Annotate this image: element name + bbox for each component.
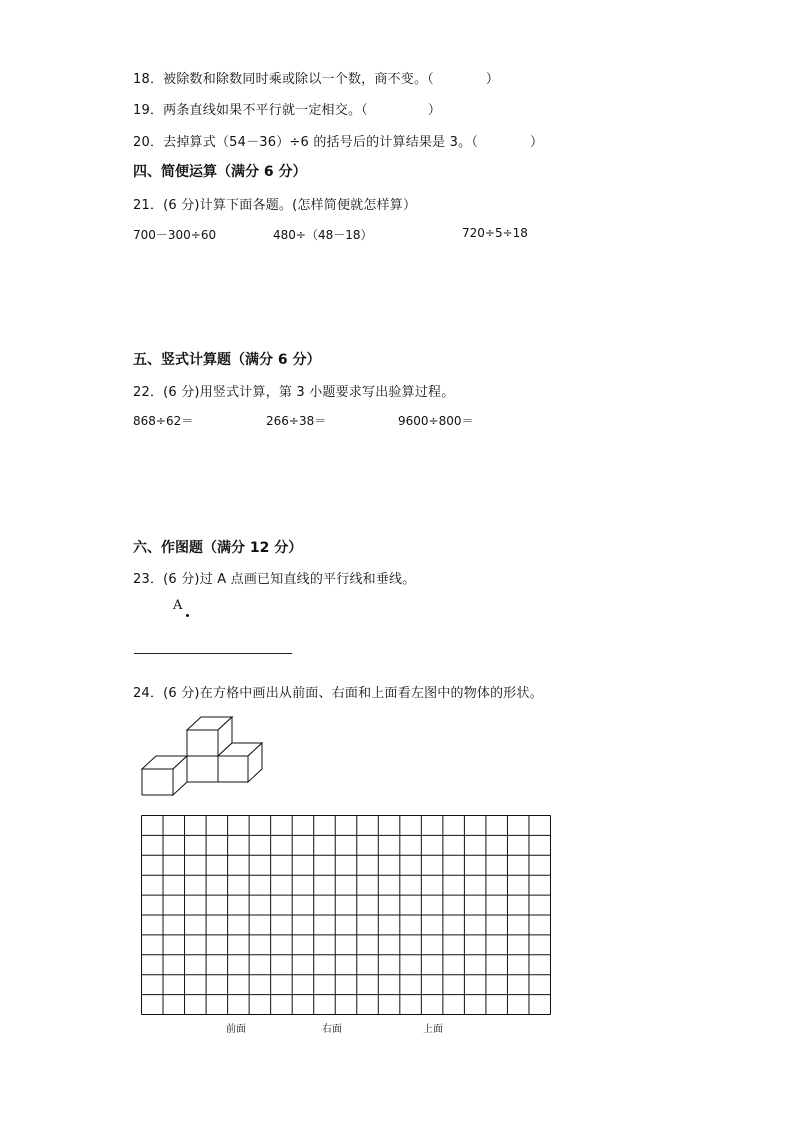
question-19-close: ） bbox=[427, 103, 442, 118]
question-21: 21．(6 分)计算下面各题。(怎样简便就怎样算） bbox=[133, 198, 417, 213]
point-a-label: A bbox=[173, 598, 183, 613]
question-20 bbox=[133, 131, 543, 150]
question-20-text: 20．去掉算式（54－36）÷6 的括号后的计算结果是 3。（ bbox=[133, 135, 479, 150]
expression-22-3: 9600÷800＝ bbox=[398, 414, 474, 428]
question-22: 22．(6 分)用竖式计算，第 3 小题要求写出验算过程。 bbox=[133, 385, 455, 400]
expression-21-2: 480÷（48－18） bbox=[273, 228, 373, 242]
question-24: 24．(6 分)在方格中画出从前面、右面和上面看左图中的物体的形状。 bbox=[133, 686, 543, 701]
question-18-text: 18．被除数和除数同时乘或除以一个数，商不变。（ bbox=[133, 72, 434, 87]
view-label-top: 上面 bbox=[423, 1024, 443, 1035]
section-6-title: 六、作图题（满分 12 分） bbox=[133, 540, 303, 556]
question-18 bbox=[133, 68, 499, 87]
view-label-right: 右面 bbox=[322, 1024, 342, 1035]
point-a-dot bbox=[186, 614, 189, 617]
question-23: 23．(6 分)过 A 点画已知直线的平行线和垂线。 bbox=[133, 572, 416, 587]
expression-22-2: 266÷38＝ bbox=[266, 414, 327, 428]
view-label-front: 前面 bbox=[226, 1024, 246, 1035]
expression-21-3: 720÷5÷18 bbox=[462, 226, 528, 240]
expression-22-1: 868÷62＝ bbox=[133, 414, 194, 428]
cubes-figure bbox=[138, 712, 268, 802]
section-5-title: 五、竖式计算题（满分 6 分） bbox=[133, 352, 321, 368]
expression-21-1: 700－300÷60 bbox=[133, 228, 217, 242]
question-19 bbox=[133, 99, 441, 118]
question-20-close: ） bbox=[530, 135, 544, 150]
question-19-text: 19．两条直线如果不平行就一定相交。（ bbox=[133, 103, 368, 118]
section-4-title: 四、简便运算（满分 6 分） bbox=[133, 164, 307, 180]
question-18-close: ） bbox=[485, 72, 500, 87]
drawing-grid[interactable] bbox=[140, 814, 553, 1017]
given-line bbox=[134, 653, 292, 654]
